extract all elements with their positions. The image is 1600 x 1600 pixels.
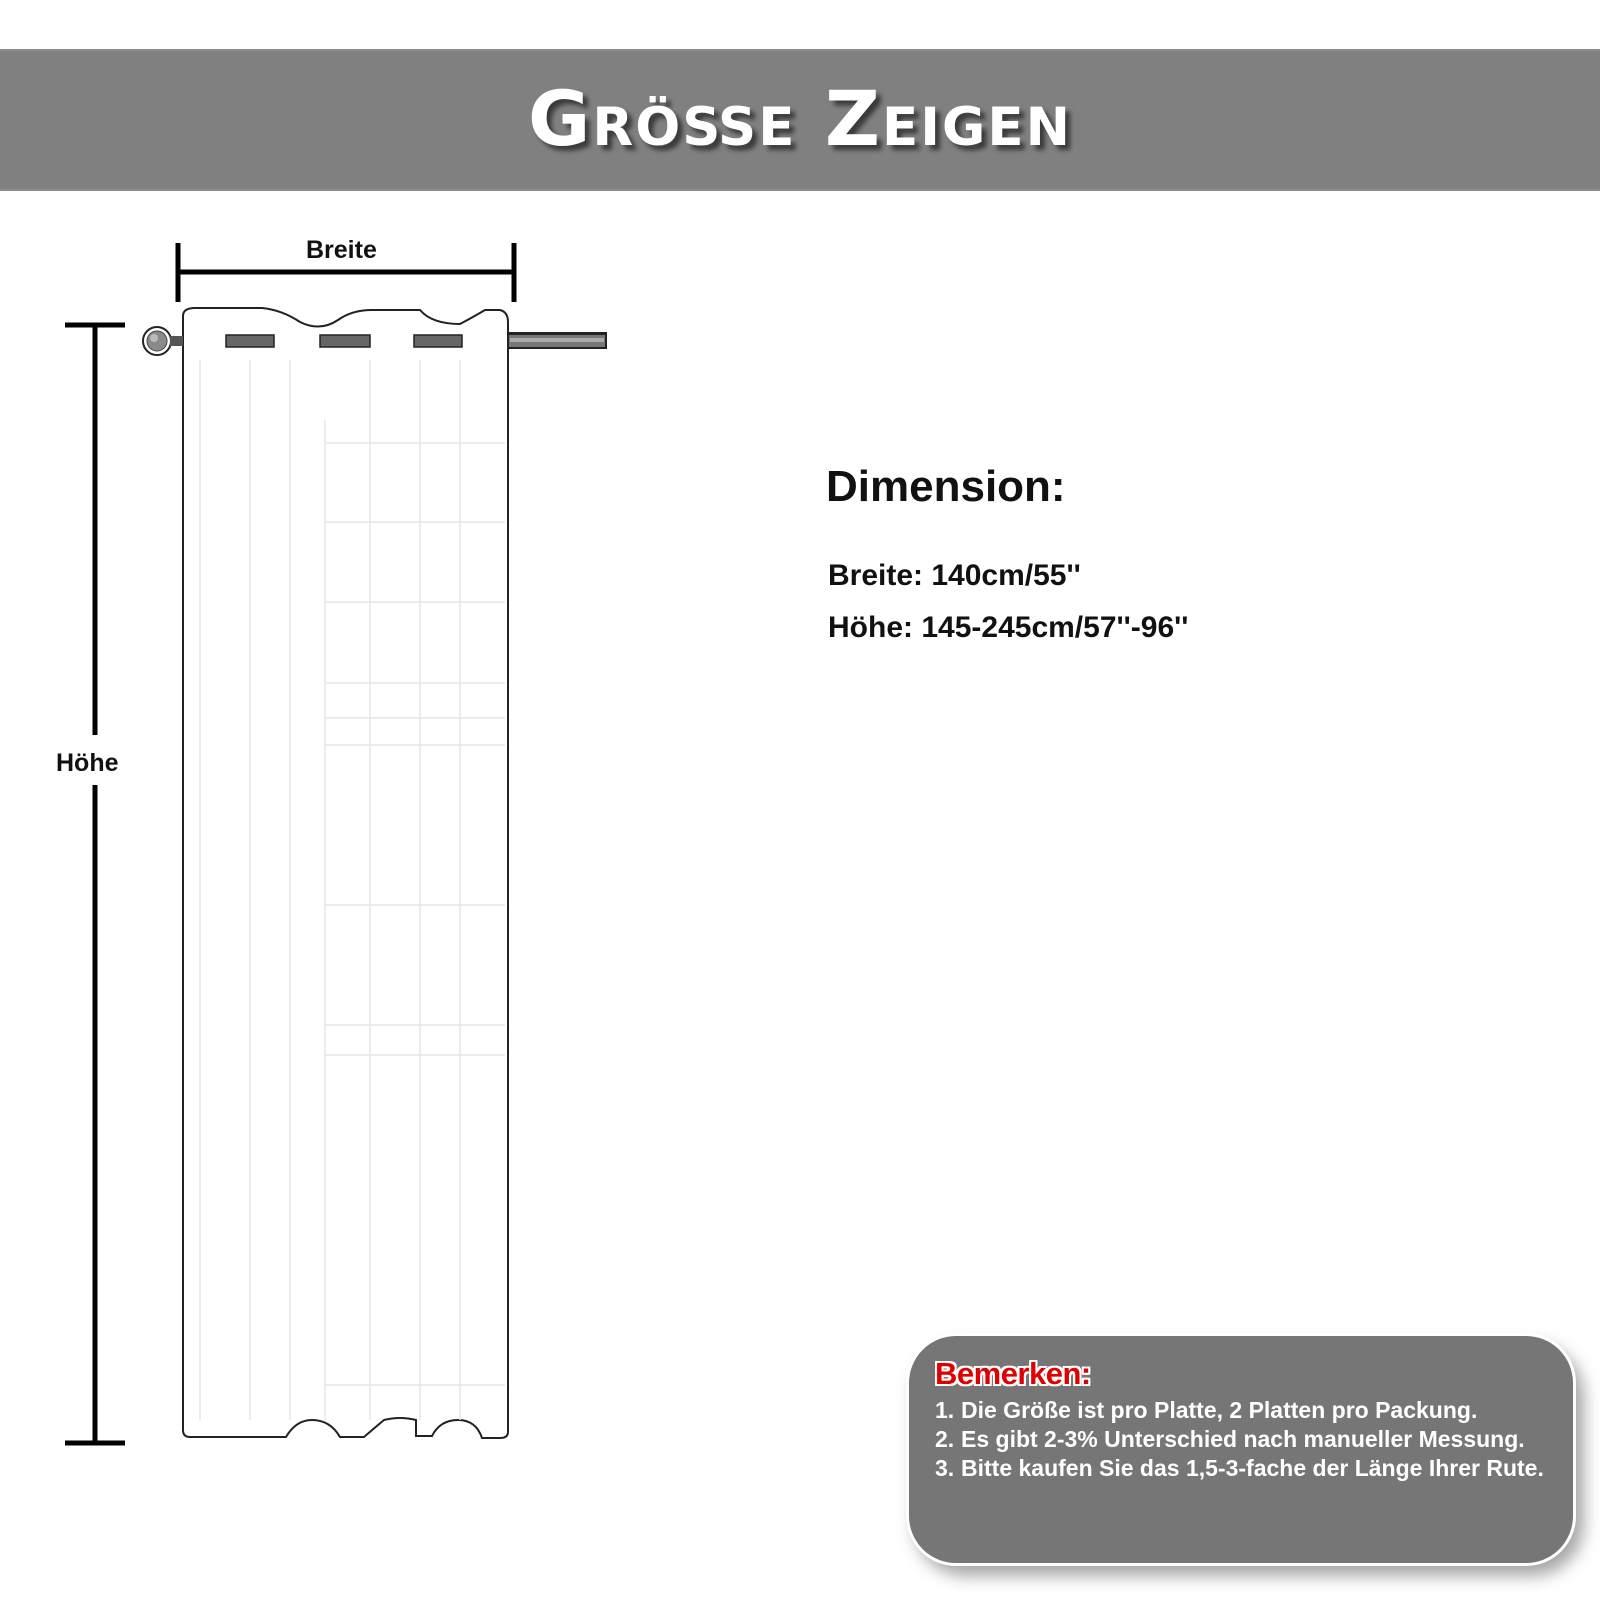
width-label: Breite [306,236,377,264]
notes-item-text: Bitte kaufen Sie das 1,5-3-fache der Länge Ihrer Rute. [961,1455,1544,1481]
dimension-value: 140cm/55'' [931,559,1081,592]
notes-item-number: 3. [935,1455,955,1481]
dimension-label: Höhe: [828,611,913,644]
dimension-label: Breite: [828,559,924,592]
dimension-value: 145-245cm/57''-96'' [921,611,1189,644]
dimension-row-height [828,602,1188,654]
height-dimension-line [65,325,125,1443]
notes-box [906,1333,1576,1566]
notes-title: Bemerken: [935,1356,1091,1391]
notes-item [935,1456,1547,1481]
notes-item [935,1427,1547,1452]
height-label: Höhe [56,749,119,777]
page-title: Größe Zeigen [528,73,1072,163]
dimension-block [828,462,1188,654]
dimension-title: Dimension: [826,462,1066,511]
notes-item-number: 1. [935,1397,955,1423]
curtain-icon [143,308,606,1438]
rod-finial-icon [143,327,183,355]
curtain-size-diagram [0,0,640,1480]
notes-item [935,1398,1547,1423]
notes-item-number: 2. [935,1426,955,1452]
notes-item-text: Es gibt 2-3% Unterschied nach manueller Messung. [961,1426,1525,1452]
notes-item-text: Die Größe ist pro Platte, 2 Platten pro Packung. [961,1397,1478,1423]
dimension-row-width [828,550,1188,602]
notes-list [935,1398,1547,1481]
